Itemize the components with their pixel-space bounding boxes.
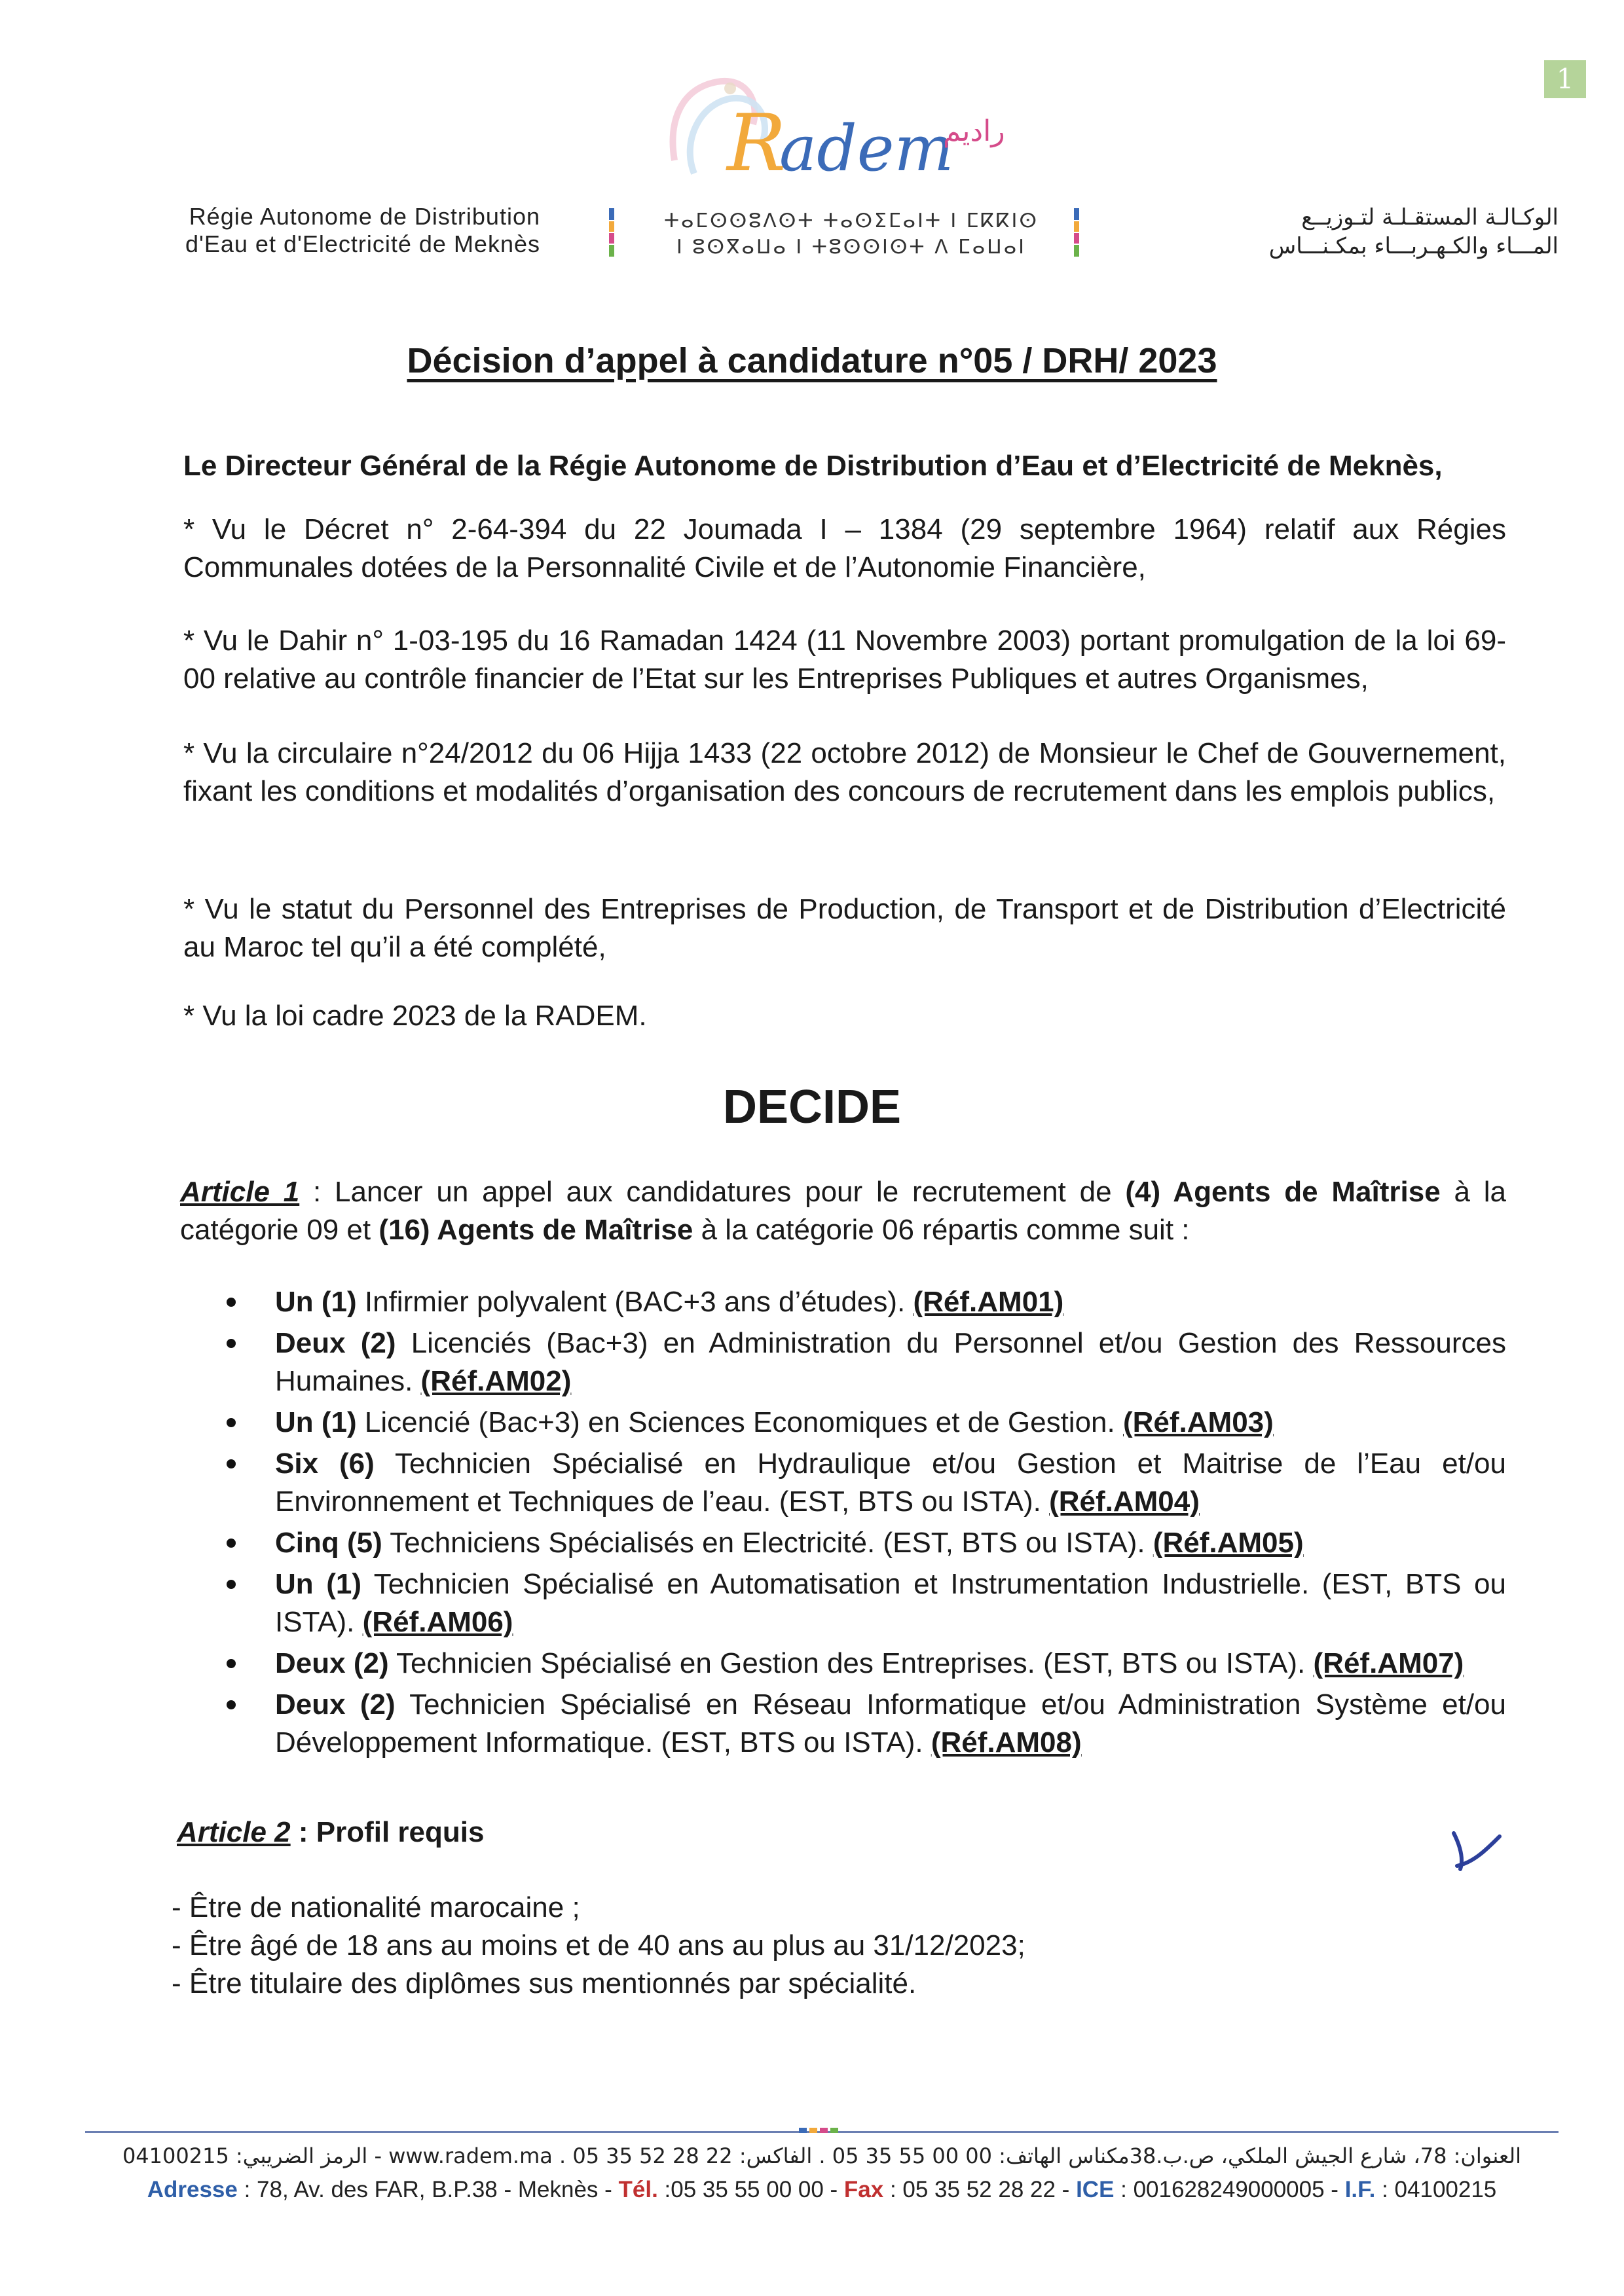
list-item [223,1565,1506,1641]
footer-ice-label: ICE [1076,2177,1115,2202]
org-name-fr-line1: Régie Autonome de Distribution [189,203,540,230]
article-2-list [172,1889,1494,2003]
vu-item-4 [183,890,1506,966]
bullet-icon [227,1339,236,1348]
org-name-ar-line1: الوكـالـة المستقـلـة لتـوزيــع [1301,204,1559,230]
vu-item-1 [183,511,1506,587]
position-ref: (Réf.AM03) [1122,1406,1274,1438]
bullet-icon [227,1418,236,1427]
position-count: Un (1) [275,1406,357,1438]
footer-adresse-label: Adresse [147,2177,238,2202]
bullet-icon [227,1298,236,1307]
article-2-heading [177,1813,1500,1851]
article-1-label: Article 1 [180,1176,300,1208]
position-text: Technicien Spécialisé en Gestion des Entreprises. (EST, BTS ou ISTA). [388,1647,1314,1679]
signature-initials [1434,1820,1513,1879]
position-ref: (Réf.AM07) [1313,1647,1464,1679]
vu-text-3: * Vu la circulaire n°24/2012 du 06 Hijja 1433 (22 octobre 2012) de Monsieur le Chef de Gouvernement, fixant les conditions et modalités d’organisation des concours de recrutement dans les emplois publics, [183,737,1506,807]
vu-item-3 [183,735,1506,811]
header-separator-left [609,208,614,257]
position-count: Un (1) [275,1286,357,1318]
bullet-icon [227,1539,236,1548]
vu-text-5: * Vu la loi cadre 2023 de la RADEM. [183,1000,647,1032]
position-text: Licenciés (Bac+3) en Administration du Personnel et/ou Gestion des Ressources Humaines. [275,1327,1506,1397]
article-1-text-a: : Lancer un appel aux candidatures pour le recrutement de [299,1176,1126,1208]
org-name-ar [1139,203,1559,261]
list-item [223,1445,1506,1521]
org-name-tif-line1: ⵜⴰⵎⵙⵙⵓⴷⵙⵜ ⵜⴰⵙⵉⵎⴰⵏⵜ ⵏ ⵎⴽⴽⵏⵙ [663,210,1039,232]
position-text: Technicien Spécialisé en Hydraulique et/ou Gestion et Maitrise de l’Eau et/ou Environnement et Techniques de l’eau. (EST, BTS ou ISTA). [275,1448,1506,1518]
article-1 [180,1173,1506,1249]
article-1-text-c: à la catégorie 06 répartis comme suit : [693,1214,1190,1246]
list-item [223,1645,1506,1683]
vu-item-2 [183,622,1506,698]
document-title: Décision d’appel à candidature n°05 / DRH/ 2023 [407,341,1217,380]
positions-list [223,1283,1506,1765]
footer-ice: : 001628249000005 - [1114,2177,1345,2202]
position-count: Un (1) [275,1568,361,1600]
position-text: Licencié (Bac+3) en Sciences Economiques et de Gestion. [356,1406,1123,1438]
position-ref: (Réf.AM02) [420,1365,572,1397]
article-1-text-b: à la catégorie 09 et [180,1176,1506,1246]
position-text: Technicien Spécialisé en Réseau Informatique et/ou Administration Système et/ou Développement Informatique. (EST, BTS ou ISTA). [275,1688,1506,1758]
org-name-tif-line2: ⵏ ⵓⵙⴳⴰⵡⴰ ⵏ ⵜⵓⵙⵙⵏⵙⵜ ⴷ ⵎⴰⵡⴰⵏ [676,236,1026,259]
list-item: - Être titulaire des diplômes sus mentionnés par spécialité. [172,1967,917,1999]
footer-fax: : 05 35 52 28 22 - [883,2177,1077,2202]
footer-tel-label: Tél. [618,2177,658,2202]
page-number-badge: 1 [1544,60,1586,98]
list-item: - Être âgé de 18 ans au moins et de 40 ans au plus au 31/12/2023; [172,1929,1025,1961]
position-ref: (Réf.AM08) [931,1726,1082,1758]
list-item [223,1324,1506,1400]
org-name-ar-line2: المـــاء والكـهـربـــاء بمكـنـــاس [1268,233,1559,259]
org-name-tifinagh [645,208,1058,261]
position-text: Techniciens Spécialisés en Electricité. (EST, BTS ou ISTA). [382,1527,1153,1559]
position-text: Technicien Spécialisé en Automatisation et Instrumentation Industrielle. (EST, BTS ou ISTA). [275,1568,1506,1638]
position-ref: (Réf.AM05) [1153,1527,1304,1559]
footer-adresse: : 78, Av. des FAR, B.P.38 - Meknès - [237,2177,619,2202]
footer-if-label: I.F. [1344,2177,1376,2202]
list-item: - Être de nationalité marocaine ; [172,1891,580,1923]
footer-address-ar: العنوان: 78، شارع الجيش الملكي، ص.ب.38مكناس الهاتف: 00 00 55 35 05 . الفاكس: 22 28 52 35 05 . www.radem.ma - الرمز الضريبي: 04100215 [122,2143,1522,2168]
intro-text: Le Directeur Général de la Régie Autonome de Distribution d’Eau et d’Electricité de Meknès, [183,450,1443,482]
position-ref: (Réf.AM04) [1049,1485,1200,1518]
bullet-icon [227,1459,236,1468]
radem-logo [655,62,1022,200]
org-name-fr [82,203,540,258]
decide-heading: DECIDE [722,1081,902,1133]
position-count: Deux (2) [275,1688,396,1721]
article-1-bold-b: (16) Agents de Maîtrise [378,1214,693,1246]
position-count: Six (6) [275,1448,375,1480]
vu-item-5 [183,997,1506,1035]
radem-logo-graphic [655,62,1022,200]
list-item [223,1524,1506,1562]
vu-text-2: * Vu le Dahir n° 1-03-195 du 16 Ramadan 1424 (11 Novembre 2003) portant promulgation de la loi 69-00 relative au contrôle financier de l’Etat sur les Entreprises Publiques et autres Organismes, [183,625,1506,695]
list-item [223,1283,1506,1321]
position-count: Cinq (5) [275,1527,382,1559]
vu-text-1: * Vu le Décret n° 2-64-394 du 22 Joumada I – 1384 (29 septembre 1964) relatif aux Régies Communales dotées de la Personnalité Civile et de l’Autonomie Financière, [183,513,1506,583]
intro-paragraph [183,447,1506,485]
position-ref: (Réf.AM01) [913,1286,1064,1318]
article-1-bold-a: (4) Agents de Maîtrise [1125,1176,1441,1208]
footer-fax-label: Fax [843,2177,884,2202]
footer-address-fr [85,2174,1559,2206]
bullet-icon [227,1700,236,1709]
position-text: Infirmier polyvalent (BAC+3 ans d’études). [356,1286,913,1318]
list-item [223,1404,1506,1442]
org-name-fr-line2: d'Eau et d'Electricité de Meknès [185,230,540,257]
article-2-label: Article 2 [177,1816,291,1848]
header-separator-right [1074,208,1079,257]
logo-text-ar: راديم [943,115,1005,148]
position-ref: (Réf.AM06) [362,1606,513,1638]
list-item [223,1686,1506,1762]
position-count: Deux (2) [275,1327,396,1359]
vu-text-4: * Vu le statut du Personnel des Entreprises de Production, de Transport et de Distribution d’Electricité au Maroc tel qu’il a été complété, [183,893,1506,963]
position-count: Deux (2) [275,1647,389,1679]
footer-if: : 04100215 [1375,2177,1497,2202]
footer-color-dots [799,2126,838,2132]
article-2-title: : Profil requis [290,1816,485,1848]
logo-letter-r: R [727,98,786,189]
logo-text: adem [779,112,954,185]
bullet-icon [227,1580,236,1589]
bullet-icon [227,1659,236,1668]
footer-tel: :05 35 55 00 00 - [657,2177,844,2202]
